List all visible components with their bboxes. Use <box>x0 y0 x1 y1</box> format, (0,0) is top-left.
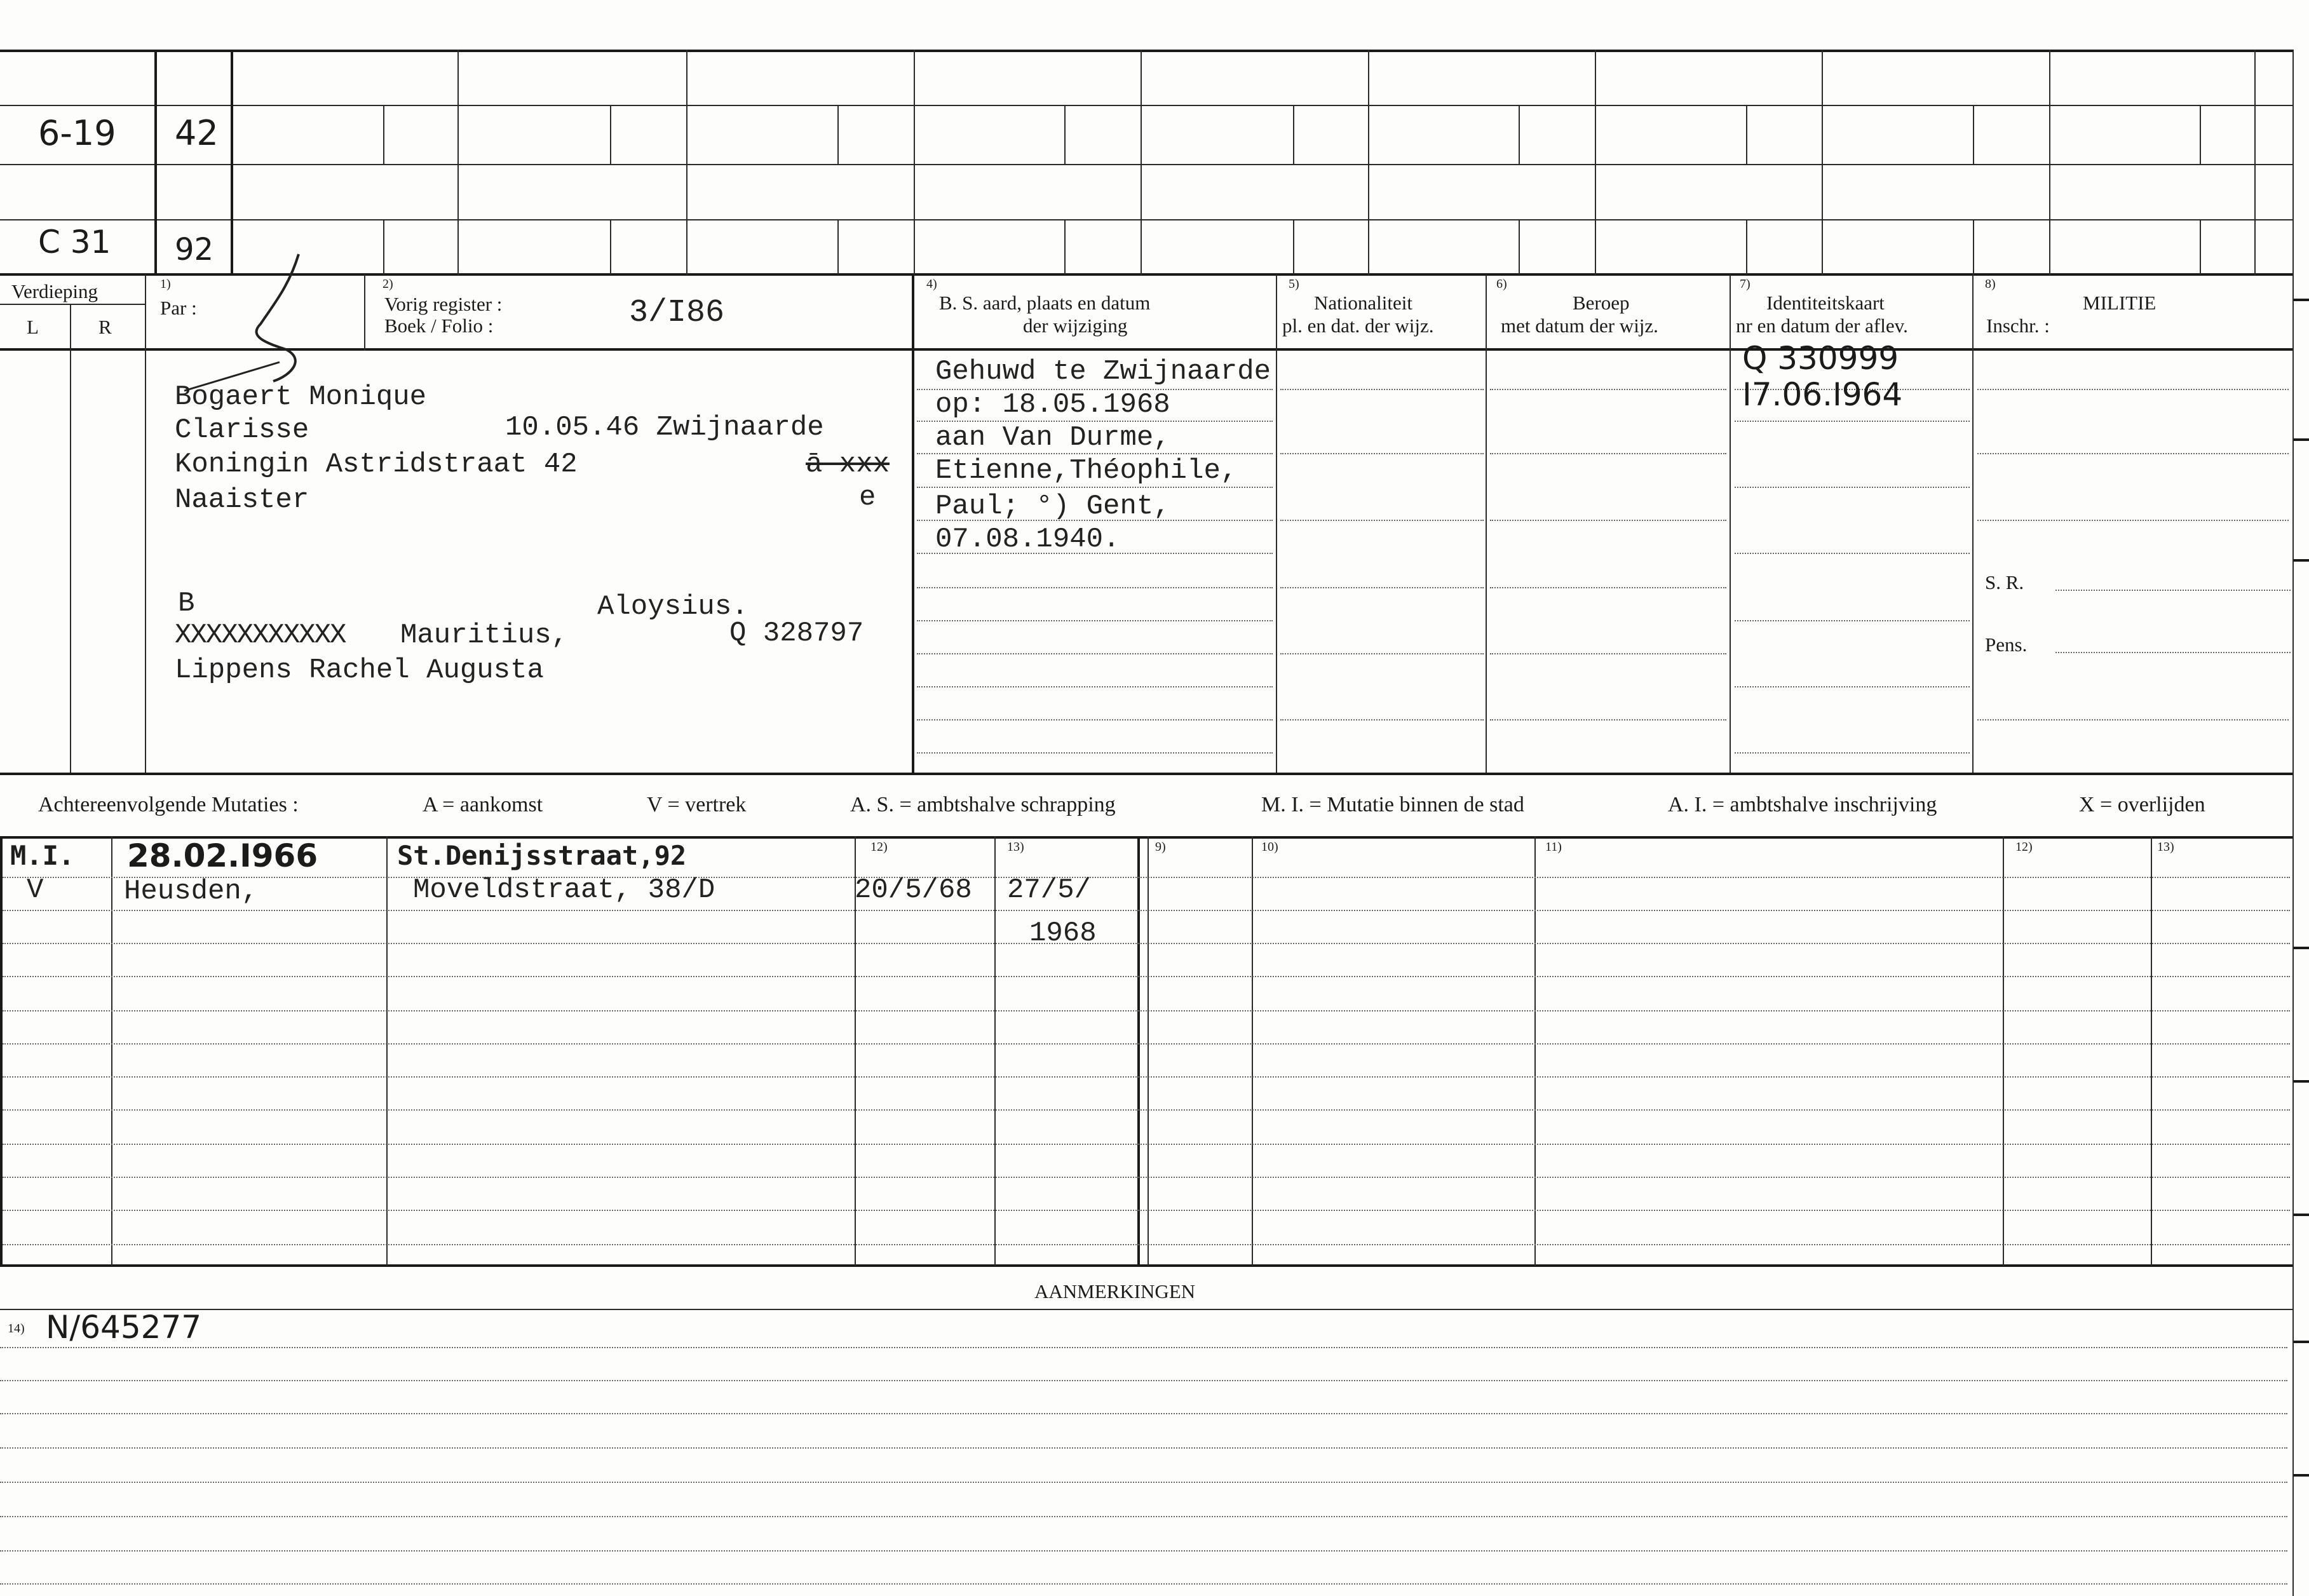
legend-death: X = overlijden <box>2079 793 2205 816</box>
mutation1-address: St.Denijsstraat,92 <box>397 840 687 871</box>
legend-internal-move: M. I. = Mutatie binnen de stad <box>1261 793 1524 816</box>
legend-arrival: A = aankomst <box>423 793 543 816</box>
grid-row2-right: 92 <box>175 232 214 267</box>
beroep-line1: Beroep <box>1573 292 1630 314</box>
civil-status-line5: Paul; °) Gent, <box>935 490 1170 522</box>
boek-folio-value: 3/I86 <box>629 295 725 331</box>
person-birth: 10.05.46 Zwijnaarde <box>505 412 824 443</box>
mutation2-date12: 20/5/68 <box>855 874 972 906</box>
identity-card-number: Q 330999 <box>1742 340 1899 377</box>
mutation2-date13: 27/5/ <box>1007 874 1092 906</box>
civil-status-line6: 07.08.1940. <box>935 524 1120 555</box>
militie-label: MILITIE <box>2083 292 2157 314</box>
civil-status-line3: aan Van Durme, <box>935 422 1170 454</box>
mut-col13b-number: 13) <box>2157 840 2174 854</box>
mut-col9-number: 9) <box>1155 840 1166 854</box>
beroep-line2: met datum der wijz. <box>1501 314 1658 337</box>
person-b: B <box>178 588 195 619</box>
mutation1-code: M.I. <box>10 840 75 871</box>
boek-folio-label: Boek / Folio : <box>384 314 494 337</box>
mut-col12b-number: 12) <box>2015 840 2033 854</box>
remarks-title: AANMERKINGEN <box>1034 1280 1196 1302</box>
person-aloysius: Aloysius. <box>597 591 748 623</box>
grid-row1-left: 6-19 <box>38 113 116 153</box>
verdieping-label: Verdieping <box>11 280 98 302</box>
col2-number: 2) <box>383 277 393 291</box>
col8-number: 8) <box>1985 277 1996 291</box>
remarks-number: 14) <box>8 1322 25 1336</box>
legend-ex-officio-registration: A. I. = ambtshalve inschrijving <box>1668 793 1937 816</box>
bs-header-line1: B. S. aard, plaats en datum <box>939 292 1151 314</box>
mutation2-code: V <box>27 874 44 906</box>
person-mauritius: Mauritius, <box>400 619 569 651</box>
person-occupation: Naaister <box>175 484 309 516</box>
nationaliteit-line1: Nationaliteit <box>1314 292 1412 314</box>
col5-number: 5) <box>1289 277 1299 291</box>
legend-departure: V = vertrek <box>647 793 747 816</box>
civil-status-line1: Gehuwd te Zwijnaarde <box>935 356 1271 388</box>
mutation2-date13-year: 1968 <box>1029 917 1097 949</box>
grid-row1-right: 42 <box>175 113 219 153</box>
person-address: Koningin Astridstraat 42 <box>175 449 578 480</box>
par-label: Par : <box>160 297 197 319</box>
mut-col10-number: 10) <box>1261 840 1278 854</box>
legend-title: Achtereenvolgende Mutaties : <box>38 793 299 816</box>
sr-label: S. R. <box>1985 571 2024 593</box>
person-mark: ā xxx <box>806 449 890 480</box>
col1-number: 1) <box>160 277 171 291</box>
identiteitskaart-line2: nr en datum der aflev. <box>1736 314 1908 337</box>
mutation2-place: Heusden, <box>124 876 259 907</box>
person-struck-name: XXXXXXXXXXX <box>175 619 346 651</box>
col4-number: 4) <box>926 277 937 291</box>
person-name-2: Clarisse <box>175 414 309 446</box>
mut-col12-number: 12) <box>870 840 888 854</box>
remarks-value: N/645277 <box>46 1309 202 1346</box>
mut-col11-number: 11) <box>1545 840 1562 854</box>
mutation2-address: Moveldstraat, 38/D <box>413 874 715 906</box>
person-q-number: Q 328797 <box>729 618 864 649</box>
identity-card-date: I7.06.I964 <box>1742 376 1903 413</box>
inschr-label: Inschr. : <box>1986 314 2050 337</box>
col6-number: 6) <box>1496 277 1507 291</box>
legend-ex-officio-removal: A. S. = ambtshalve schrapping <box>850 793 1116 816</box>
civil-status-line2: op: 18.05.1968 <box>935 389 1170 421</box>
person-name: Bogaert Monique <box>175 381 427 413</box>
mut-col13-number: 13) <box>1007 840 1024 854</box>
vorig-register-label: Vorig register : <box>384 293 503 315</box>
signature-mark <box>178 248 330 394</box>
person-mark-e: e <box>859 482 876 513</box>
bs-header-line2: der wijziging <box>1023 314 1128 337</box>
person-mother: Lippens Rachel Augusta <box>175 654 544 686</box>
col7-number: 7) <box>1740 277 1750 291</box>
floor-r-label: R <box>98 316 112 338</box>
mutation1-date: 28.02.I966 <box>127 837 318 874</box>
floor-l-label: L <box>27 316 39 338</box>
civil-status-line4: Etienne,Théophile, <box>935 455 1238 487</box>
nationaliteit-line2: pl. en dat. der wijz. <box>1282 314 1434 337</box>
grid-row2-left: C 31 <box>38 224 111 260</box>
identiteitskaart-line1: Identiteitskaart <box>1766 292 1885 314</box>
pens-label: Pens. <box>1985 633 2028 656</box>
